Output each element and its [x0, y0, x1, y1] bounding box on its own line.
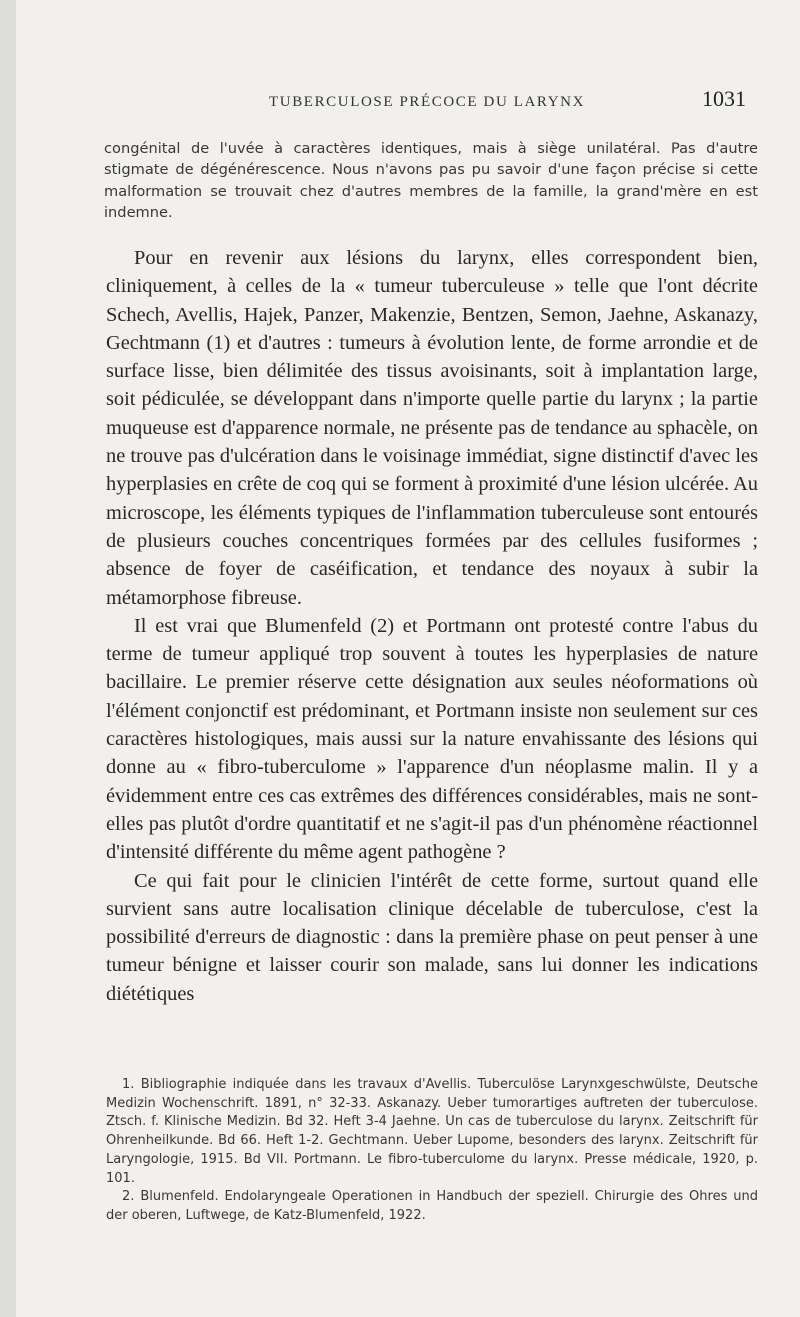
- footnote: [106, 1188, 758, 1225]
- main-text: [106, 244, 758, 1008]
- page-header: [16, 86, 800, 130]
- book-page: [16, 0, 800, 1317]
- footnotes: [106, 1076, 758, 1226]
- running-title: TUBERCULOSE PRÉCOCE DU LARYNX: [269, 94, 586, 110]
- intro-paragraph: congénital de l'uvée à caractères identiques, mais à siège unilatéral. Pas d'autre stigmate de dégénérescence. Nous n'avons pas pu savoir d'une façon précise si cette malformation se trouvait chez d'autres membres de la famille, la grand'mère en est indemne.: [104, 140, 758, 222]
- page-number: 1031: [702, 86, 746, 111]
- body-paragraph: Ce qui fait pour le clinicien l'intérêt de cette forme, surtout quand elle survient sans autre localisation clinique décelable de tuberculose, c'est la possibilité d'erreurs de diagnostic : dans la première phase on peut penser à une tumeur bénigne et laisser courir son malade, sans lui donner les indications diététiques: [106, 869, 758, 1005]
- footnote: [106, 1076, 758, 1188]
- footnote-text: Blumenfeld. Endolaryngeale Operationen in Handbuch der speziell. Chirurgie des Ohres und der oberen, Luftwege, de Katz-Blumenfeld, 1922.: [106, 1189, 758, 1223]
- footnote-text: Bibliographie indiquée dans les travaux d'Avellis. Tuberculöse Larynxgeschwülste, Deutsche Medizin Wochenschrift. 1891, n° 32-33. Askanazy. Ueber tumorartiges auftreten der tuberculose. Ztsch. f. Klinische Medizin. Bd 32. Heft 3-4 Jaehne. Un cas de tuberculose du larynx. Zeitschrift für Ohrenheilkunde. Bd 66. Heft 1-2. Gechtmann. Ueber Lupome, besonders des larynx. Zeitschrift für Laryngologie, 1915. Bd VII. Portmann. Le fibro-tuberculome du larynx. Presse médicale, 1920, p. 101.: [106, 1077, 758, 1186]
- body-paragraph: Pour en revenir aux lésions du larynx, elles correspondent bien, cliniquement, à celles de la « tumeur tuberculeuse » telle que l'ont décrite Schech, Avellis, Hajek, Panzer, Makenzie, Bentzen, Semon, Jaehne, Askanazy, Gechtmann (1) et d'autres : tumeurs à évolution lente, de forme arrondie et de surface lisse, bien délimitée des tissus avoisinants, soit à implantation large, soit pédiculée, se développant dans n'importe quelle partie du larynx ; la partie muqueuse est d'apparence normale, ne présente pas de tendance au sphacèle, on ne trouve pas d'ulcération dans le voisinage immédiat, signe distinctif d'avec les hyperplasies en crête de coq qui se forment à proximité d'une lésion ulcérée. Au microscope, les éléments typiques de l'inflammation tuberculeuse sont entourés de plusieurs couches concentriques formées par des cellules fusiformes ; absence de foyer de caséification, et tendance des noyaux à subir la métamorphose fibreuse.: [106, 247, 758, 609]
- footnote-number: 2.: [122, 1189, 135, 1205]
- body-paragraph: Il est vrai que Blumenfeld (2) et Portmann ont protesté contre l'abus du terme de tumeur appliqué trop souvent à toutes les hyperplasies de nature bacillaire. Le premier réserve cette désignation aux seules néoformations où l'élément conjonctif est prédominant, et Portmann insiste non seulement sur ces caractères histologiques, mais aussi sur la nature envahissante des lésions qui donne au « fibro-tuberculome » l'apparence d'un néoplasme malin. Il y a évidemment entre ces cas extrêmes des différences considérables, mais ne sont-elles pas plutôt d'ordre quantitatif et ne s'agit-il pas d'un phénomène réactionnel d'intensité différente du même agent pathogène ?: [106, 614, 758, 864]
- footnote-number: 1.: [122, 1077, 135, 1092]
